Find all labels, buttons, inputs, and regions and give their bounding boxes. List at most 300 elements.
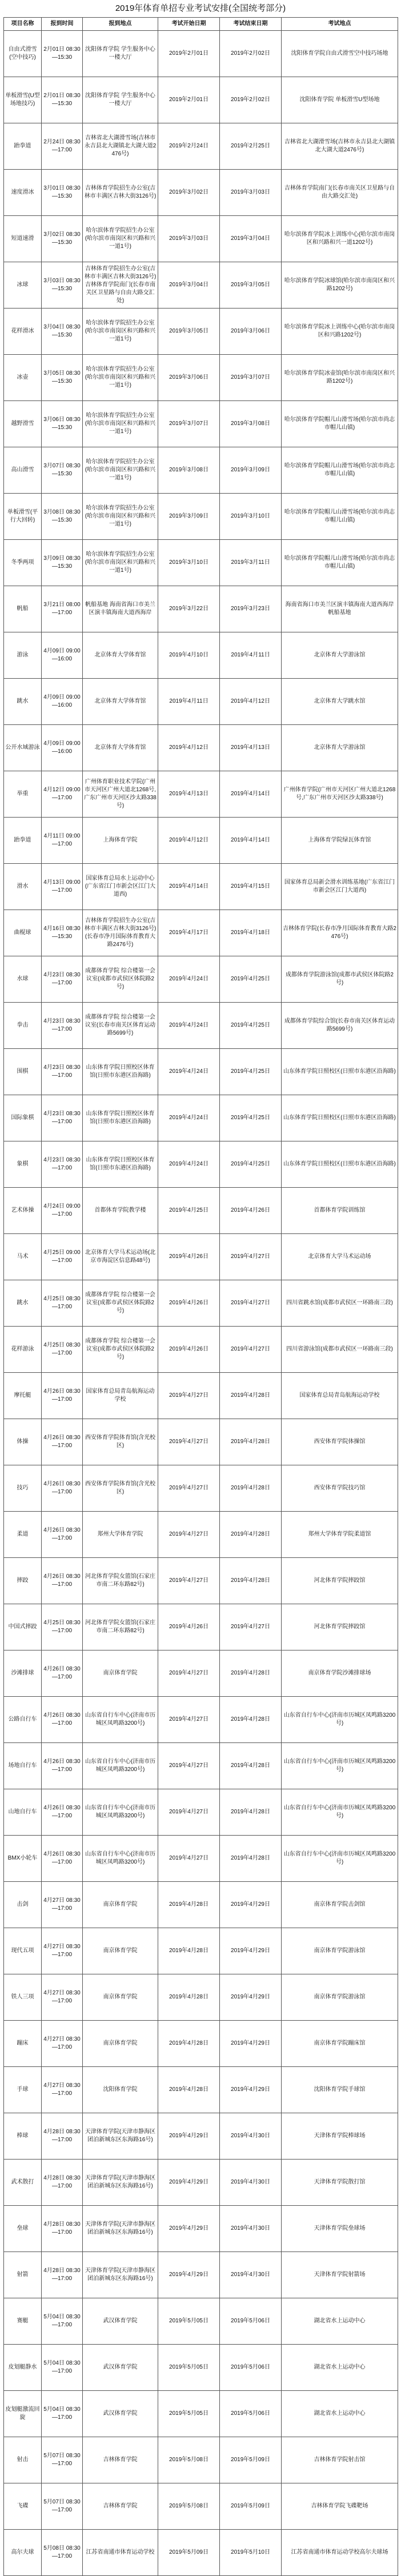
table-cell: 4月25日 08:30—17:00 <box>42 1280 83 1327</box>
table-cell: 4月27日 08:30—17:00 <box>42 2021 83 2067</box>
table-row <box>4 1188 398 1234</box>
table-cell: 越野滑雪 <box>4 401 42 447</box>
table-row <box>4 1928 398 1974</box>
table-row <box>4 771 398 818</box>
table-cell: 4月23日 08:30—17:00 <box>42 1141 83 1188</box>
table-cell: 成都体育学院综合馆(长春市南关区体育运动路5699号) <box>282 1003 398 1049</box>
table-cell: 2019年2月01日 <box>158 77 220 123</box>
table-cell: 哈尔滨体育学院帽儿山滑雪场(哈尔滨市尚志市帽儿山镇) <box>282 494 398 540</box>
table-cell: 2019年4月24日 <box>158 1095 220 1141</box>
table-cell: 2019年4月25日 <box>220 1141 282 1188</box>
table-cell: 成都体育学院 综合楼第一会议室(成都市武侯区体院路2号) <box>83 956 158 1003</box>
table-cell: 山地自行车 <box>4 1789 42 1836</box>
table-row <box>4 401 398 447</box>
table-cell: 山东体育学院日照校区体育馆(日照市东港区沿海路) <box>83 1141 158 1188</box>
table-cell: 3月04日 08:30—15:30 <box>42 309 83 355</box>
table-cell: 自由式滑雪(空中技巧) <box>4 31 42 77</box>
table-row <box>4 1095 398 1141</box>
table-cell: 3月08日 08:30—15:30 <box>42 494 83 540</box>
table-row <box>4 2160 398 2206</box>
table-cell: 哈尔滨体育学院招生办公室(哈尔滨市南岗区和兴路和兴一道1号) <box>83 401 158 447</box>
table-cell: 2019年3月03日 <box>220 170 282 216</box>
table-row <box>4 956 398 1003</box>
table-cell: 艺术体操 <box>4 1188 42 1234</box>
table-cell: 短道速滑 <box>4 216 42 262</box>
table-cell: 2019年5月08日 <box>158 2437 220 2483</box>
table-cell: 2019年3月06日 <box>220 309 282 355</box>
table-cell: 2019年5月05日 <box>158 2391 220 2437</box>
table-row <box>4 123 398 170</box>
table-cell: 天津体育学院射箭场 <box>282 2252 398 2298</box>
header-cell: 报到时间 <box>42 18 83 31</box>
table-cell: 2019年4月28日 <box>220 1419 282 1465</box>
table-row <box>4 447 398 494</box>
table-cell: 吉林体育学院 <box>83 2437 158 2483</box>
table-cell: 2019年3月04日 <box>158 262 220 309</box>
table-row <box>4 1373 398 1419</box>
table-row <box>4 679 398 725</box>
table-cell: 国际象棋 <box>4 1095 42 1141</box>
table-cell: 吉林省北大湖滑雪场(吉林市永吉县北大湖镇北大湖大道2476号) <box>282 123 398 170</box>
table-cell: 3月03日 08:30—15:30 <box>42 262 83 309</box>
table-cell: 南京体育学院蹦床馆 <box>282 2021 398 2067</box>
table-cell: 哈尔滨体育学院冰上训练中心(哈尔滨市南岗区和兴路1202号) <box>282 309 398 355</box>
table-cell: 皮划艇激流回旋 <box>4 2391 42 2437</box>
table-cell: 拳击 <box>4 1003 42 1049</box>
table-cell: 2019年4月15日 <box>220 864 282 910</box>
table-cell: 山东体育学院日照校区(日照市东港区沿海路) <box>282 1095 398 1141</box>
table-cell: 2019年4月27日 <box>220 1280 282 1327</box>
table-cell: 跳水 <box>4 679 42 725</box>
table-cell: 3月07日 08:30—15:30 <box>42 447 83 494</box>
table-cell: 4月27日 08:30—17:00 <box>42 1928 83 1974</box>
table-row <box>4 2530 398 2576</box>
table-cell: 2019年4月28日 <box>158 1928 220 1974</box>
table-cell: 2019年4月29日 <box>220 1974 282 2021</box>
table-cell: 跆拳道 <box>4 818 42 864</box>
table-cell: 四川省跳水馆(成都市武侯区一环路南三段) <box>282 1280 398 1327</box>
table-cell: 4月23日 08:30—17:00 <box>42 1049 83 1095</box>
table-cell: 2019年2月02日 <box>220 31 282 77</box>
table-row <box>4 632 398 679</box>
table-cell: 皮划艇静水 <box>4 2345 42 2391</box>
table-cell: 2019年5月06日 <box>220 2298 282 2345</box>
table-row <box>4 910 398 956</box>
table-cell: 2019年3月09日 <box>220 447 282 494</box>
table-cell: 成都体育学院 综合楼第一会议室(成都市武侯区体院路2号) <box>83 1280 158 1327</box>
table-cell: 2019年5月09日 <box>220 2437 282 2483</box>
table-cell: 湖北省水上运动中心 <box>282 2391 398 2437</box>
table-cell: 速度滑冰 <box>4 170 42 216</box>
table-cell: 4月26日 08:30—17:00 <box>42 1789 83 1836</box>
table-cell: 围棋 <box>4 1049 42 1095</box>
table-cell: 4月23日 08:30—17:00 <box>42 1095 83 1141</box>
table-cell: 2019年3月08日 <box>220 401 282 447</box>
table-cell: 2019年4月12日 <box>158 818 220 864</box>
table-cell: 3月21日 08:00—17:00 <box>42 586 83 632</box>
table-cell: 4月23日 08:30—17:00 <box>42 956 83 1003</box>
table-row <box>4 540 398 586</box>
table-row <box>4 725 398 771</box>
table-cell: 2019年4月26日 <box>158 1327 220 1373</box>
table-cell: 南京体育学院 <box>83 1974 158 2021</box>
table-cell: 4月26日 08:30—17:00 <box>42 1419 83 1465</box>
table-cell: 棒球 <box>4 2113 42 2160</box>
table-cell: 4月25日 09:00—17:00 <box>42 1234 83 1280</box>
table-row <box>4 355 398 401</box>
table-cell: 湖北省水上运动中心 <box>282 2298 398 2345</box>
header-cell: 考试开始日期 <box>158 18 220 31</box>
table-row <box>4 1327 398 1373</box>
table-cell: 2019年5月09日 <box>158 2530 220 2576</box>
table-cell: 3月01日 08:30—15:30 <box>42 170 83 216</box>
table-cell: 5月07日 08:30—17:00 <box>42 2437 83 2483</box>
table-cell: 吉林体育学院招生办公室(吉林市丰满区吉林大街3126号) <box>83 170 158 216</box>
table-cell: 首都体育学院训练馆 <box>282 1188 398 1234</box>
table-cell: 2019年3月11日 <box>220 540 282 586</box>
table-row <box>4 77 398 123</box>
table-cell: 沈阳体育学院 单板滑雪U型场地 <box>282 77 398 123</box>
table-cell: 2019年4月28日 <box>220 1836 282 1882</box>
table-cell: 天津体育学院垒球场 <box>282 2206 398 2252</box>
table-cell: 北京体育大学体育馆 <box>83 679 158 725</box>
table-cell: 2019年4月27日 <box>158 1789 220 1836</box>
table-cell: 3月02日 08:30—15:30 <box>42 216 83 262</box>
table-cell: 2019年4月25日 <box>158 1188 220 1234</box>
table-cell: 2019年3月09日 <box>158 494 220 540</box>
table-cell: 国家体育总局水上运动中心(广东省江门市新会区江门大道西) <box>83 864 158 910</box>
table-cell: 公开水域游泳 <box>4 725 42 771</box>
table-cell: 山东省自行车中心(济南市历城区凤鸣路3200号) <box>282 1836 398 1882</box>
table-row <box>4 1003 398 1049</box>
table-cell: 北京体育大学体育馆 <box>83 632 158 679</box>
table-cell: 武汉体育学院 <box>83 2345 158 2391</box>
table-cell: 2019年4月28日 <box>220 1650 282 1697</box>
table-cell: 2019年4月30日 <box>220 2113 282 2160</box>
table-cell: 成都体育学院游泳馆(成都市武侯区体院路2号) <box>282 956 398 1003</box>
table-cell: 南京体育学院沙滩排球场 <box>282 1650 398 1697</box>
table-cell: 北京体育大学马术运动场 <box>282 1234 398 1280</box>
table-cell: 3月05日 08:30—15:30 <box>42 355 83 401</box>
table-row <box>4 2391 398 2437</box>
table-cell: 郑州大学体育学院柔道馆 <box>282 1512 398 1558</box>
table-cell: 3月06日 08:30—15:30 <box>42 401 83 447</box>
table-cell: 西安体育学院体操馆 <box>282 1419 398 1465</box>
table-cell: 4月24日 09:00—17:00 <box>42 1188 83 1234</box>
table-cell: 曲棍球 <box>4 910 42 956</box>
table-cell: 技巧 <box>4 1465 42 1512</box>
table-cell: 4月16日 08:30—15:30 <box>42 910 83 956</box>
table-cell: 成都体育学院 综合楼第一会议室(成都市武侯区体院路2号) <box>83 1327 158 1373</box>
table-row <box>4 1049 398 1095</box>
table-cell: 2019年4月17日 <box>158 910 220 956</box>
table-cell: 南京体育学院 <box>83 1928 158 1974</box>
table-cell: 2019年4月28日 <box>158 1882 220 1928</box>
table-cell: 2019年4月13日 <box>158 771 220 818</box>
table-cell: 北京体育大学游泳馆 <box>282 632 398 679</box>
table-cell: 2019年4月29日 <box>220 1882 282 1928</box>
table-cell: 2019年4月10日 <box>158 632 220 679</box>
table-row <box>4 2206 398 2252</box>
table-row <box>4 2021 398 2067</box>
table-cell: 4月26日 08:30—17:00 <box>42 1743 83 1789</box>
table-cell: 湖北省水上运动中心 <box>282 2345 398 2391</box>
table-cell: 2019年5月08日 <box>158 2483 220 2530</box>
table-cell: 跳水 <box>4 1280 42 1327</box>
table-row <box>4 1743 398 1789</box>
table-cell: 武汉体育学院 <box>83 2391 158 2437</box>
table-cell: 沈阳体育学院自由式滑雪空中技巧场地 <box>282 31 398 77</box>
table-cell: 射击 <box>4 2437 42 2483</box>
table-cell: 花样游泳 <box>4 1327 42 1373</box>
table-cell: 2019年4月13日 <box>220 725 282 771</box>
table-cell: 4月09日 09:00—16:00 <box>42 679 83 725</box>
table-cell: 吉林体育学院 <box>83 2483 158 2530</box>
header-cell: 报到地点 <box>83 18 158 31</box>
table-cell: 2019年4月11日 <box>220 632 282 679</box>
table-cell: 跆拳道 <box>4 123 42 170</box>
table-cell: 摩托艇 <box>4 1373 42 1419</box>
table-cell: 2019年4月12日 <box>220 679 282 725</box>
table-cell: 2019年5月10日 <box>220 2530 282 2576</box>
schedule-table <box>3 17 398 2576</box>
table-cell: 柔道 <box>4 1512 42 1558</box>
table-cell: 5月07日 08:30—17:00 <box>42 2483 83 2530</box>
table-cell: 2019年5月09日 <box>220 2483 282 2530</box>
table-cell: 2019年5月06日 <box>220 2391 282 2437</box>
table-cell: 北京体育大学跳水馆 <box>282 679 398 725</box>
table-cell: 4月26日 08:30—17:00 <box>42 1697 83 1743</box>
table-cell: 天津体育学院(天津市静海区团泊新城东区东海路16号) <box>83 2160 158 2206</box>
table-cell: 2019年4月28日 <box>220 1512 282 1558</box>
table-cell: 南京体育学院 <box>83 1882 158 1928</box>
table-cell: 郑州大学体育学院 <box>83 1512 158 1558</box>
table-cell: 4月28日 08:30—17:00 <box>42 2160 83 2206</box>
table-cell: 江苏省南通市体育运动学校高尔夫球场 <box>282 2530 398 2576</box>
table-cell: 2019年4月29日 <box>220 2021 282 2067</box>
table-cell: 成都体育学院 综合楼第一会议室(长春市南关区体育运动路5699号) <box>83 1003 158 1049</box>
table-cell: 山东体育学院日照校区体育馆(日照市东港区沿海路) <box>83 1049 158 1095</box>
table-cell: 2019年4月26日 <box>158 1280 220 1327</box>
table-cell: 山东省自行车中心(济南市历城区凤鸣路3200号) <box>282 1697 398 1743</box>
table-cell: 2019年2月01日 <box>158 31 220 77</box>
table-cell: 4月23日 08:30—17:00 <box>42 1003 83 1049</box>
table-row <box>4 170 398 216</box>
table-row <box>4 31 398 77</box>
table-cell: 4月28日 08:30—17:00 <box>42 2113 83 2160</box>
table-cell: 广州体育职业技术学院(广州市天河区广州大道北1268号,广东广州市天河区沙太路338号) <box>83 771 158 818</box>
table-cell: 国家体育总局新会滑水训练基地(广东省江门市新会区江门大道西) <box>282 864 398 910</box>
table-cell: 河北体育学院摔跤馆 <box>282 1604 398 1650</box>
table-cell: 沙滩排球 <box>4 1650 42 1697</box>
table-cell: 2019年4月26日 <box>220 1188 282 1234</box>
table-cell: 4月26日 08:30—17:00 <box>42 1558 83 1604</box>
table-row <box>4 2113 398 2160</box>
table-cell: 象棋 <box>4 1141 42 1188</box>
table-cell: 2019年3月07日 <box>220 355 282 401</box>
table-cell: 2019年4月27日 <box>158 1743 220 1789</box>
table-cell: 3月09日 08:30—15:30 <box>42 540 83 586</box>
table-cell: 山东省自行车中心(济南市历城区凤鸣路3200号) <box>83 1836 158 1882</box>
table-cell: 哈尔滨体育学院帽儿山滑雪场(哈尔滨市尚志市帽儿山镇) <box>282 447 398 494</box>
table-cell: 2019年3月10日 <box>158 540 220 586</box>
table-cell: 天津体育学院(天津市静海区团泊新城东区东海路16号) <box>83 2206 158 2252</box>
table-cell: 2019年4月29日 <box>158 2160 220 2206</box>
table-cell: 南京体育学院游泳馆 <box>282 1928 398 1974</box>
table-cell: 2019年4月27日 <box>158 1697 220 1743</box>
table-cell: 山东省自行车中心(济南市历城区凤鸣路3200号) <box>282 1743 398 1789</box>
table-row <box>4 1882 398 1928</box>
table-cell: 2019年4月28日 <box>158 1974 220 2021</box>
table-cell: 吉林体育学院(长春市净月国际体育教育大路2476号) <box>282 910 398 956</box>
table-row <box>4 1604 398 1650</box>
table-cell: 公路自行车 <box>4 1697 42 1743</box>
table-cell: 哈尔滨体育学院招生办公室(哈尔滨市南岗区和兴路和兴一道1号) <box>83 216 158 262</box>
table-cell: 帆船 <box>4 586 42 632</box>
table-cell: 南京体育学院击剑馆 <box>282 1882 398 1928</box>
table-cell: 2019年2月25日 <box>220 123 282 170</box>
table-cell: 2月01日 08:30—15:30 <box>42 77 83 123</box>
table-cell: 2019年4月26日 <box>158 1234 220 1280</box>
table-cell: 四川省游泳馆(成都市武侯区一环路南三段) <box>282 1327 398 1373</box>
table-cell: 2019年4月27日 <box>158 1465 220 1512</box>
header-row <box>4 18 398 31</box>
table-cell: 哈尔滨体育学院冰壶馆(哈尔滨市南岗区和兴路1202号) <box>282 355 398 401</box>
table-cell: 哈尔滨体育学院冰上训练中心(哈尔滨市南岗区和兴路和兴一道1202号) <box>282 216 398 262</box>
table-cell: 4月12日 09:00—17:00 <box>42 771 83 818</box>
table-cell: 哈尔滨体育学院冰球馆(哈尔滨市南岗区和兴路1202号) <box>282 262 398 309</box>
table-cell: 2019年4月28日 <box>158 2067 220 2113</box>
table-cell: 2019年4月27日 <box>220 1327 282 1373</box>
table-cell: 山东省自行车中心(济南市历城区凤鸣路3200号) <box>83 1789 158 1836</box>
table-cell: 冬季两项 <box>4 540 42 586</box>
table-cell: 4月26日 08:30—17:00 <box>42 1836 83 1882</box>
header-cell: 考试结束日期 <box>220 18 282 31</box>
table-cell: 吉林体育学院南门(长春市南关区卫星路与自由大路交汇处) <box>282 170 398 216</box>
table-row <box>4 2483 398 2530</box>
table-row <box>4 2345 398 2391</box>
table-cell: 江苏省南通市体育运动学校 <box>83 2530 158 2576</box>
table-row <box>4 309 398 355</box>
table-cell: 西安体育学院体育馆(含光校区) <box>83 1465 158 1512</box>
table-cell: 4月27日 08:30—17:00 <box>42 1974 83 2021</box>
table-cell: 4月27日 08:30—17:00 <box>42 1882 83 1928</box>
table-cell: 吉林体育学院射击馆 <box>282 2437 398 2483</box>
table-cell: 2019年3月06日 <box>158 355 220 401</box>
table-cell: 天津体育学院散打馆 <box>282 2160 398 2206</box>
table-cell: 山东体育学院日照校区(日照市东港区沿海路) <box>282 1049 398 1095</box>
table-cell: 北京体育大学体育馆 <box>83 725 158 771</box>
table-cell: 5月04日 08:30—17:00 <box>42 2391 83 2437</box>
table-cell: 2019年4月12日 <box>158 725 220 771</box>
table-cell: 2019年2月24日 <box>158 123 220 170</box>
table-cell: 哈尔滨体育学院帽儿山滑雪场(哈尔滨市尚志市帽儿山镇) <box>282 540 398 586</box>
table-cell: 蹦床 <box>4 2021 42 2067</box>
table-cell: BMX小轮车 <box>4 1836 42 1882</box>
table-cell: 铁人三项 <box>4 1974 42 2021</box>
table-cell: 2019年4月27日 <box>158 1512 220 1558</box>
table-cell: 2019年5月05日 <box>158 2345 220 2391</box>
table-cell: 4月11日 09:00—17:00 <box>42 818 83 864</box>
table-cell: 5月04日 08:30—17:00 <box>42 2345 83 2391</box>
table-cell: 体操 <box>4 1419 42 1465</box>
table-cell: 河北体育学院女篮馆(石家庄市南二环东路82号) <box>83 1558 158 1604</box>
table-cell: 4月27日 08:30—17:00 <box>42 2067 83 2113</box>
table-cell: 2019年4月28日 <box>220 1743 282 1789</box>
table-cell: 赛艇 <box>4 2298 42 2345</box>
table-row <box>4 2252 398 2298</box>
table-cell: 2019年3月05日 <box>220 262 282 309</box>
table-cell: 高尔夫球 <box>4 2530 42 2576</box>
table-cell: 2019年3月02日 <box>158 170 220 216</box>
table-cell: 4月28日 08:30—17:00 <box>42 2252 83 2298</box>
table-cell: 2019年3月08日 <box>158 447 220 494</box>
table-cell: 5月08日 08:30—17:00 <box>42 2530 83 2576</box>
table-cell: 2019年4月29日 <box>220 2067 282 2113</box>
table-cell: 2019年4月27日 <box>158 1558 220 1604</box>
table-cell: 2019年4月30日 <box>220 2160 282 2206</box>
table-row <box>4 1836 398 1882</box>
table-cell: 哈尔滨体育学院招生办公室(哈尔滨市南岗区和兴路和兴一道1号) <box>83 494 158 540</box>
table-cell: 山东体育学院日照校区体育馆(日照市东港区沿海路) <box>83 1095 158 1141</box>
table-cell: 飞碟 <box>4 2483 42 2530</box>
table-cell: 花样滑冰 <box>4 309 42 355</box>
table-cell: 天津体育学院(天津市静海区团泊新城东区东海路16号) <box>83 2252 158 2298</box>
table-cell: 2019年4月28日 <box>220 1789 282 1836</box>
table-row <box>4 818 398 864</box>
table-cell: 2019年4月25日 <box>220 956 282 1003</box>
table-cell: 北京体育大学马术运动场(北京市海淀区信息路48号) <box>83 1234 158 1280</box>
table-row <box>4 864 398 910</box>
table-cell: 2019年4月30日 <box>220 2252 282 2298</box>
table-cell: 沈阳体育学院 学生服务中心一楼大厅 <box>83 77 158 123</box>
table-cell: 手球 <box>4 2067 42 2113</box>
table-cell: 射箭 <box>4 2252 42 2298</box>
table-cell: 2019年4月27日 <box>158 1836 220 1882</box>
table-cell: 2019年4月28日 <box>220 1373 282 1419</box>
table-cell: 摔跤 <box>4 1558 42 1604</box>
table-cell: 2019年4月25日 <box>220 1095 282 1141</box>
table-cell: 2019年4月28日 <box>158 2021 220 2067</box>
table-row <box>4 1697 398 1743</box>
table-cell: 2019年4月27日 <box>158 1650 220 1697</box>
table-cell: 上海体育学院绿瓦体育馆 <box>282 818 398 864</box>
table-row <box>4 1141 398 1188</box>
table-cell: 水球 <box>4 956 42 1003</box>
table-cell: 天津体育学院(天津市静海区团泊新城东区东海路16号) <box>83 2113 158 2160</box>
table-row <box>4 1974 398 2021</box>
table-row <box>4 2437 398 2483</box>
table-cell: 武汉体育学院 <box>83 2298 158 2345</box>
table-row <box>4 494 398 540</box>
table-cell: 国家体育总局青岛航海运动学校 <box>282 1373 398 1419</box>
table-row <box>4 1234 398 1280</box>
table-cell: 2019年4月14日 <box>220 818 282 864</box>
table-row <box>4 2298 398 2345</box>
table-cell: 2019年4月27日 <box>158 1419 220 1465</box>
table-cell: 2019年4月11日 <box>158 679 220 725</box>
table-row <box>4 586 398 632</box>
table-row <box>4 1419 398 1465</box>
table-row <box>4 216 398 262</box>
table-cell: 2019年4月18日 <box>220 910 282 956</box>
table-cell: 哈尔滨体育学院招生办公室(哈尔滨市南岗区和兴路和兴一道1号) <box>83 355 158 401</box>
table-cell: 2019年3月04日 <box>220 216 282 262</box>
table-cell: 单板滑雪(平行大回转) <box>4 494 42 540</box>
table-cell: 山东省自行车中心(济南市历城区凤鸣路3200号) <box>282 1789 398 1836</box>
table-cell: 沈阳体育学院 <box>83 2067 158 2113</box>
table-cell: 场地自行车 <box>4 1743 42 1789</box>
